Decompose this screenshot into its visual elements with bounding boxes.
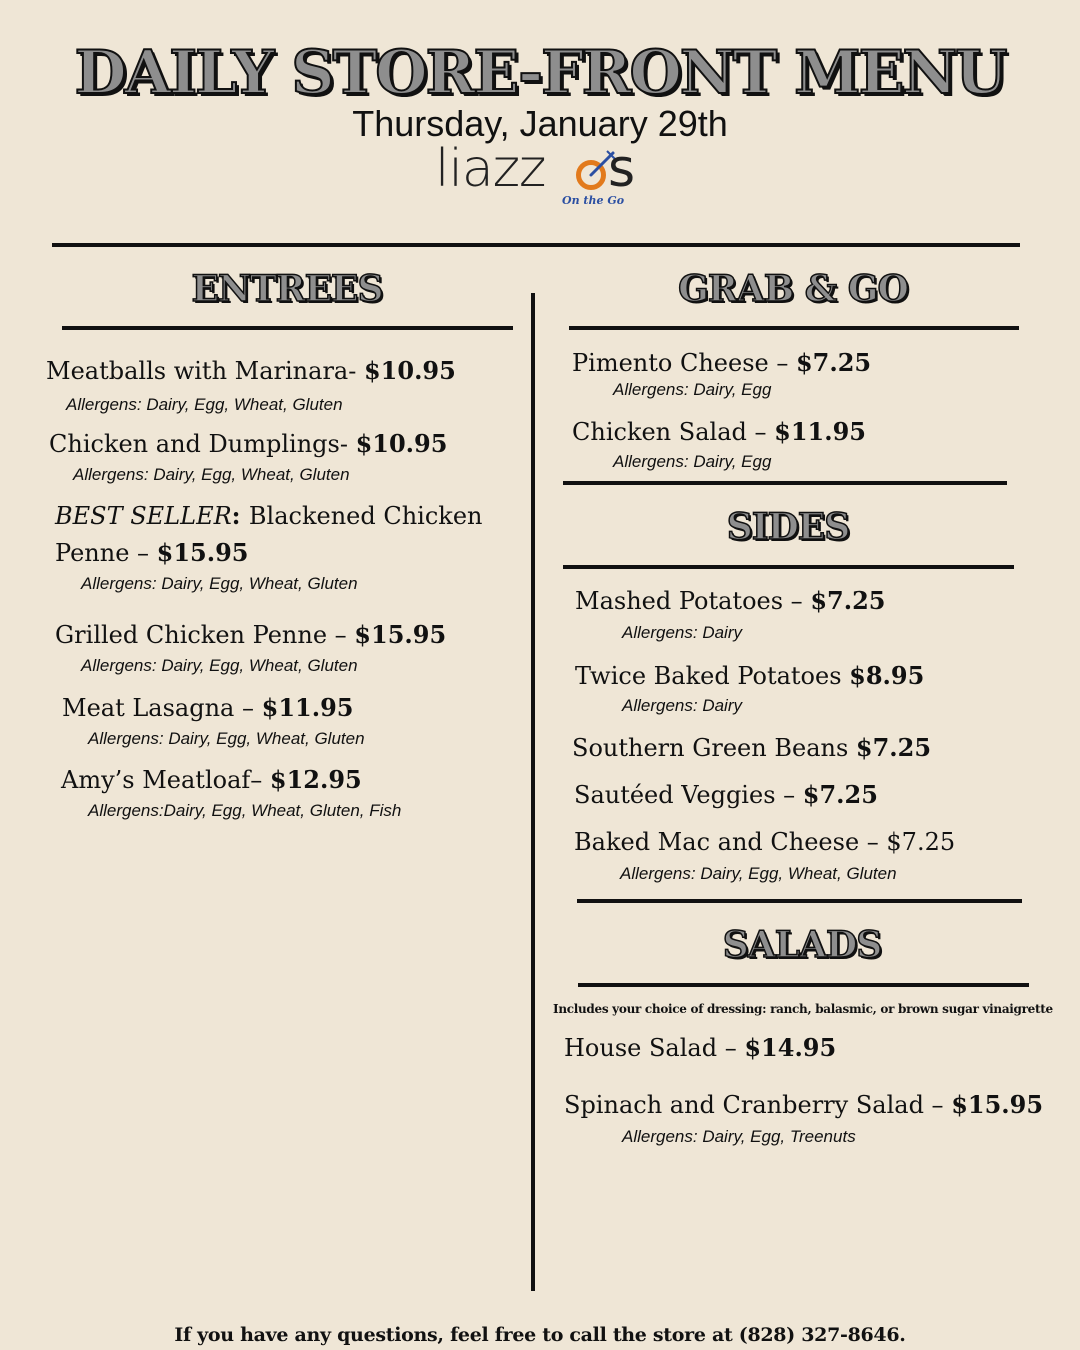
sides-divider [563, 565, 1014, 569]
logo-tagline: On the Go [562, 194, 625, 207]
liazzos-logo [435, 139, 645, 215]
entree-item-meatloaf: Amy’s Meatloaf– $12.95 [61, 765, 362, 794]
side-allergens-mac-and-cheese: Allergens: Dairy, Egg, Wheat, Gluten [620, 864, 897, 883]
sides-heading: SIDES [726, 506, 850, 548]
column-divider [531, 293, 535, 1291]
sides-salads-divider [577, 899, 1022, 903]
grab-allergens-pimento-cheese: Allergens: Dairy, Egg [613, 380, 772, 399]
side-item-mashed-potatoes: Mashed Potatoes – $7.25 [575, 586, 886, 615]
side-item-twice-baked: Twice Baked Potatoes $8.95 [575, 661, 925, 690]
entrees-divider [62, 326, 513, 330]
logo-wordmark-s: s [608, 139, 636, 199]
grab-and-go-heading: GRAB & GO [678, 268, 908, 310]
salads-divider [578, 983, 1029, 987]
side-item-sauteed-veggies: Sautéed Veggies – $7.25 [574, 780, 878, 809]
entree-item-meatballs: Meatballs with Marinara- $10.95 [46, 356, 456, 385]
entree-allergens-grilled-penne: Allergens: Dairy, Egg, Wheat, Gluten [81, 656, 358, 675]
entree-item-grilled-penne: Grilled Chicken Penne – $15.95 [55, 620, 447, 649]
entree-item-lasagna: Meat Lasagna – $11.95 [62, 693, 354, 722]
side-allergens-twice-baked: Allergens: Dairy [622, 696, 742, 715]
entree-item-blackened-penne: BEST SELLER: Blackened Chicken [55, 501, 483, 530]
salad-item-spinach-cranberry: Spinach and Cranberry Salad – $15.95 [564, 1090, 1044, 1119]
side-item-green-beans: Southern Green Beans $7.25 [572, 733, 932, 762]
entree-allergens-meatballs: Allergens: Dairy, Egg, Wheat, Gluten [66, 395, 343, 414]
salad-item-house: House Salad – $14.95 [564, 1033, 837, 1062]
grab-and-go-divider [569, 326, 1019, 330]
dressing-note: Includes your choice of dressing: ranch, balasmic, or brown sugar vinaigrette [553, 1002, 1053, 1016]
salads-heading: SALADS [722, 924, 882, 966]
entrees-heading: ENTREES [191, 268, 383, 310]
salad-allergens-spinach-cranberry: Allergens: Dairy, Egg, Treenuts [622, 1127, 856, 1146]
footer-contact: If you have any questions, feel free to call the store at (828) 327-8646. [174, 1324, 906, 1346]
side-item-mac-and-cheese: Baked Mac and Cheese – $7.25 [574, 828, 956, 856]
entree-item-blackened-penne-line2: Penne – $15.95 [55, 538, 249, 567]
entree-allergens-lasagna: Allergens: Dairy, Egg, Wheat, Gluten [88, 729, 365, 748]
entree-allergens-dumplings: Allergens: Dairy, Egg, Wheat, Gluten [73, 465, 350, 484]
header-divider [52, 243, 1020, 247]
grab-allergens-chicken-salad: Allergens: Dairy, Egg [613, 452, 772, 471]
menu-date: Thursday, January 29th [352, 103, 728, 144]
page-title: DAILY STORE-FRONT MENU [74, 38, 1006, 108]
entree-allergens-meatloaf: Allergens:Dairy, Egg, Wheat, Gluten, Fish [88, 801, 402, 820]
best-seller-badge: BEST SELLER [55, 502, 232, 530]
grab-sides-divider [563, 481, 1007, 485]
grab-item-pimento-cheese: Pimento Cheese – $7.25 [572, 348, 872, 377]
grab-item-chicken-salad: Chicken Salad – $11.95 [572, 417, 866, 446]
entree-allergens-blackened-penne: Allergens: Dairy, Egg, Wheat, Gluten [81, 574, 358, 593]
entree-item-dumplings: Chicken and Dumplings- $10.95 [49, 429, 448, 458]
logo-wordmark: liazz [435, 139, 546, 199]
side-allergens-mashed-potatoes: Allergens: Dairy [622, 623, 742, 642]
